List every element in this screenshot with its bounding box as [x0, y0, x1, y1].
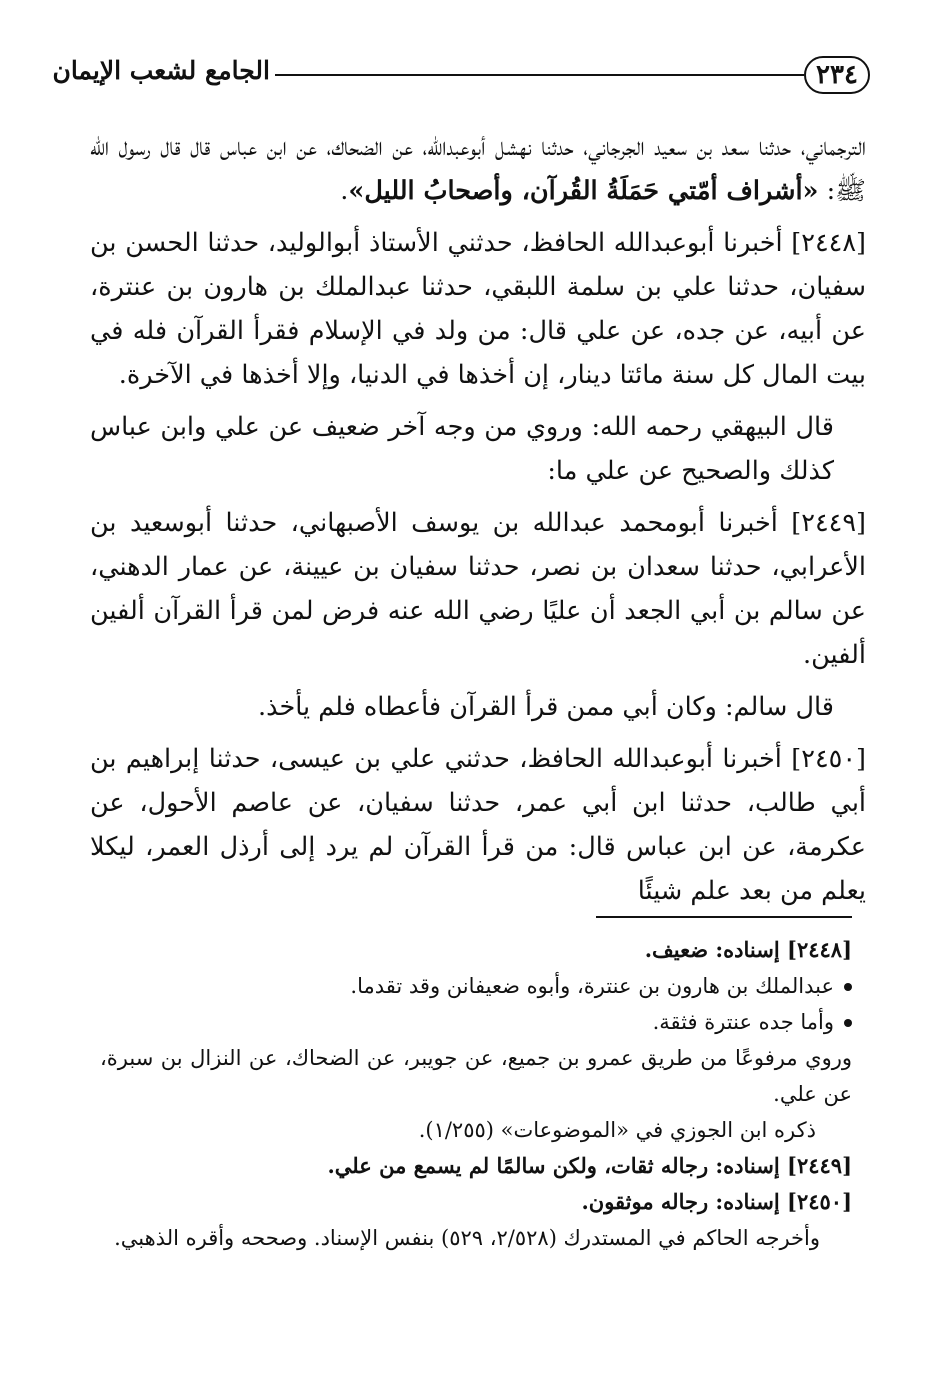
hadith-2450: [٢٤٥٠] أخبرنا أبوعبدالله الحافظ، حدثني علي بن عيسى، حدثنا إبراهيم بن أبي طالب، حدثنا ابن أبي عمر، حدثنا سفيان، عن عاصم الأحول، عن عكرمة، عن ابن عباس قال: من قرأ القرآن لم يرد إلى أرذل العمر، ليكلا يعلم من بعد علم شيئًا	[90, 744, 866, 906]
paragraph-1	[90, 125, 866, 213]
footnotes	[100, 932, 852, 1256]
header-rule	[275, 74, 804, 76]
footnote-2449: [٢٤٤٩] إسناده: رجاله ثقات، ولكن سالمًا لم يسمع من علي.	[327, 1153, 852, 1178]
footnote-2450: [٢٤٥٠] إسناده: رجاله موثقون.	[581, 1189, 852, 1214]
footnote-bullet-2: وأما جده عنترة فثقة.	[100, 1004, 852, 1040]
footnote-2448-heading: [٢٤٤٨] إسناده: ضعيف.	[644, 937, 852, 962]
hadith-2449: [٢٤٤٩] أخبرنا أبومحمد عبدالله بن يوسف الأصبهاني، حدثنا أبوسعيد بن الأعرابي، حدثنا سعدان بن نصر، حدثنا سفيان بن عيينة، عن عمار الدهني، عن سالم بن أبي الجعد أن عليًا رضي الله عنه فرض لمن قرأ القرآن ألفين ألفين.	[90, 508, 866, 670]
footnote-note: وروي مرفوعًا من طريق عمرو بن جميع، عن جويبر، عن الضحاك، عن النزال بن سبرة، عن علي.	[100, 1046, 852, 1106]
main-text	[90, 125, 866, 921]
paragraph-1-end: .	[340, 176, 349, 206]
footnote-2450-source: وأخرجه الحاكم في المستدرك (٢/٥٢٨، ٥٢٩) بنفس الإسناد. وصححه وأقره الذهبي.	[114, 1226, 820, 1250]
bayhaqi-comment: قال البيهقي رحمه الله: وروي من وجه آخر ضعيف عن علي وابن عباس كذلك والصحيح عن علي ما:	[90, 412, 834, 486]
footnote-reference: ذكره ابن الجوزي في «الموضوعات» (١/٢٥٥).	[418, 1118, 816, 1142]
hadith-quote: «أشراف أمّتي حَمَلَةُ القُرآن، وأصحابُ الليل»	[348, 176, 819, 206]
salim-comment: قال سالم: وكان أبي ممن قرأ القرآن فأعطاه فلم يأخذ.	[257, 692, 834, 722]
hadith-2448: [٢٤٤٨] أخبرنا أبوعبدالله الحافظ، حدثني الأستاذ أبوالوليد، حدثنا الحسن بن سفيان، حدثنا علي بن سلمة اللبقي، حدثنا عبدالملك بن هارون بن عنترة، عن أبيه، عن جده، عن علي قال: من ولد في الإسلام فقرأ القرآن فله في بيت المال كل سنة مائتا دينار، إن أخذها في الدنيا، وإلا أخذها في الآخرة.	[90, 228, 866, 390]
book-title: الجامع لشعب الإيمان	[52, 56, 270, 85]
footnote-separator	[596, 916, 852, 918]
page-number: ٢٣٤	[804, 56, 870, 94]
footnote-bullet-1: عبدالملك بن هارون بن عنترة، وأبوه ضعيفانن وقد تقدما.	[100, 968, 852, 1004]
page-header	[52, 52, 870, 98]
paragraph-1-text: الترجماني، حدثنا سعد بن سعيد الجرجاني، حدثنا نهشل أبوعبدالله، عن الضحاك، عن ابن عباس قال قال رسول الله ﷺ:	[90, 132, 866, 206]
